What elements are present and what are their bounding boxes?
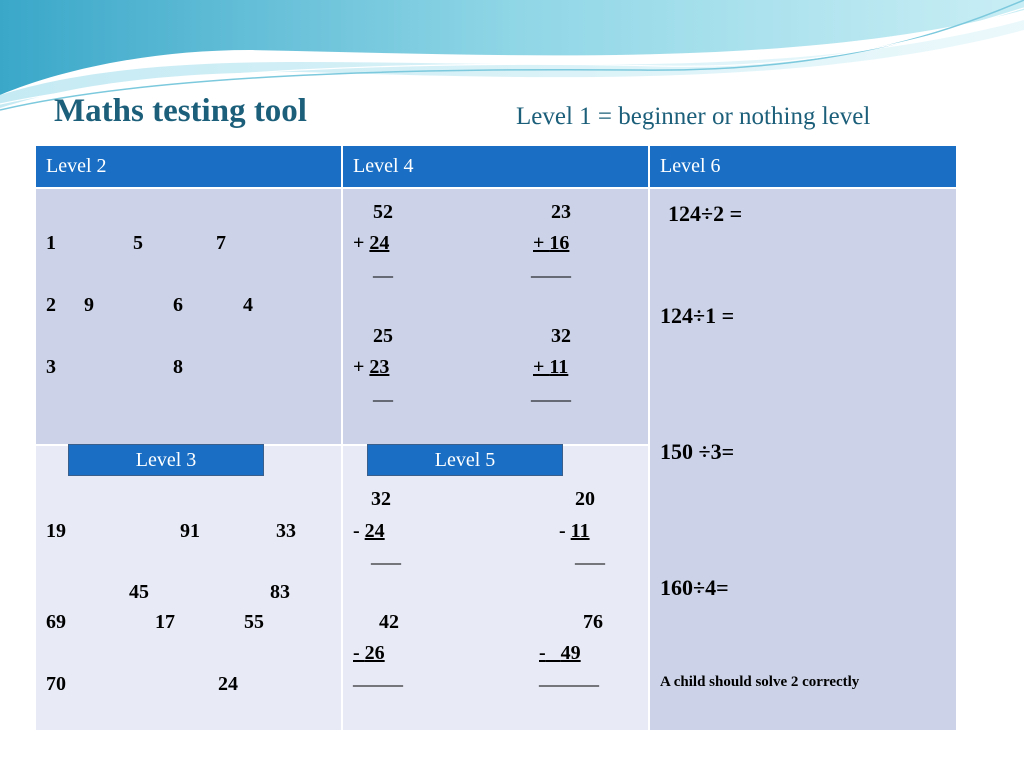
division-problem: 150 ÷3= bbox=[660, 439, 735, 464]
answer-line: ____ bbox=[531, 258, 571, 280]
answer-line: __ bbox=[373, 382, 393, 404]
addition-operand: + 11 bbox=[533, 356, 569, 378]
subtraction-operand: - 11 bbox=[559, 520, 590, 542]
number: 23 bbox=[551, 201, 571, 223]
header-level-2: Level 2 bbox=[35, 145, 342, 188]
number: 7 bbox=[216, 232, 226, 254]
answer-line: ___ bbox=[371, 545, 401, 567]
number: 55 bbox=[244, 611, 264, 633]
number: 76 bbox=[583, 611, 603, 633]
level-2-cell bbox=[35, 188, 342, 445]
page-title: Maths testing tool bbox=[54, 93, 307, 129]
answer-line: ______ bbox=[539, 667, 599, 689]
number: 32 bbox=[371, 488, 391, 510]
number: 9 bbox=[84, 294, 94, 316]
number: 83 bbox=[270, 581, 290, 603]
number: 4 bbox=[243, 294, 253, 316]
subtraction-operand: - 49 bbox=[539, 642, 581, 664]
number: 25 bbox=[373, 325, 393, 347]
level-3-cell bbox=[35, 445, 342, 731]
level-4-cell bbox=[342, 188, 649, 445]
level-5-cell bbox=[342, 445, 649, 731]
number: 3 bbox=[46, 356, 56, 378]
addition-operand: + 24 bbox=[353, 232, 390, 254]
division-problem: 160÷4= bbox=[660, 575, 729, 600]
number: 42 bbox=[379, 611, 399, 633]
number: 17 bbox=[155, 611, 175, 633]
level-5-button[interactable]: Level 5 bbox=[367, 444, 563, 476]
level-6-cell bbox=[649, 188, 957, 731]
answer-line: ___ bbox=[575, 545, 605, 567]
header-level-6: Level 6 bbox=[649, 145, 957, 188]
addition-operand: + 16 bbox=[533, 232, 570, 254]
header-level-4: Level 4 bbox=[342, 145, 649, 188]
answer-line: __ bbox=[373, 258, 393, 280]
number: 24 bbox=[218, 673, 238, 695]
number: 20 bbox=[575, 488, 595, 510]
number: 33 bbox=[276, 520, 296, 542]
number: 2 bbox=[46, 294, 56, 316]
answer-line: _____ bbox=[353, 667, 403, 689]
number: 1 bbox=[46, 232, 56, 254]
number: 52 bbox=[373, 201, 393, 223]
number: 32 bbox=[551, 325, 571, 347]
page-subtitle: Level 1 = beginner or nothing level bbox=[516, 103, 871, 130]
division-problem: 124÷2 = bbox=[668, 201, 743, 226]
instruction-note: A child should solve 2 correctly bbox=[660, 674, 860, 690]
number: 91 bbox=[180, 520, 200, 542]
level-3-button[interactable]: Level 3 bbox=[68, 444, 264, 476]
division-problem: 124÷1 = bbox=[660, 303, 735, 328]
subtraction-operand: - 26 bbox=[353, 642, 385, 664]
number: 70 bbox=[46, 673, 66, 695]
number: 6 bbox=[173, 294, 183, 316]
subtraction-operand: - 24 bbox=[353, 520, 385, 542]
levels-table bbox=[34, 144, 958, 732]
number: 45 bbox=[129, 581, 149, 603]
number: 19 bbox=[46, 520, 66, 542]
answer-line: ____ bbox=[531, 382, 571, 404]
addition-operand: + 23 bbox=[353, 356, 390, 378]
number: 69 bbox=[46, 611, 66, 633]
number: 8 bbox=[173, 356, 183, 378]
number: 5 bbox=[133, 232, 143, 254]
